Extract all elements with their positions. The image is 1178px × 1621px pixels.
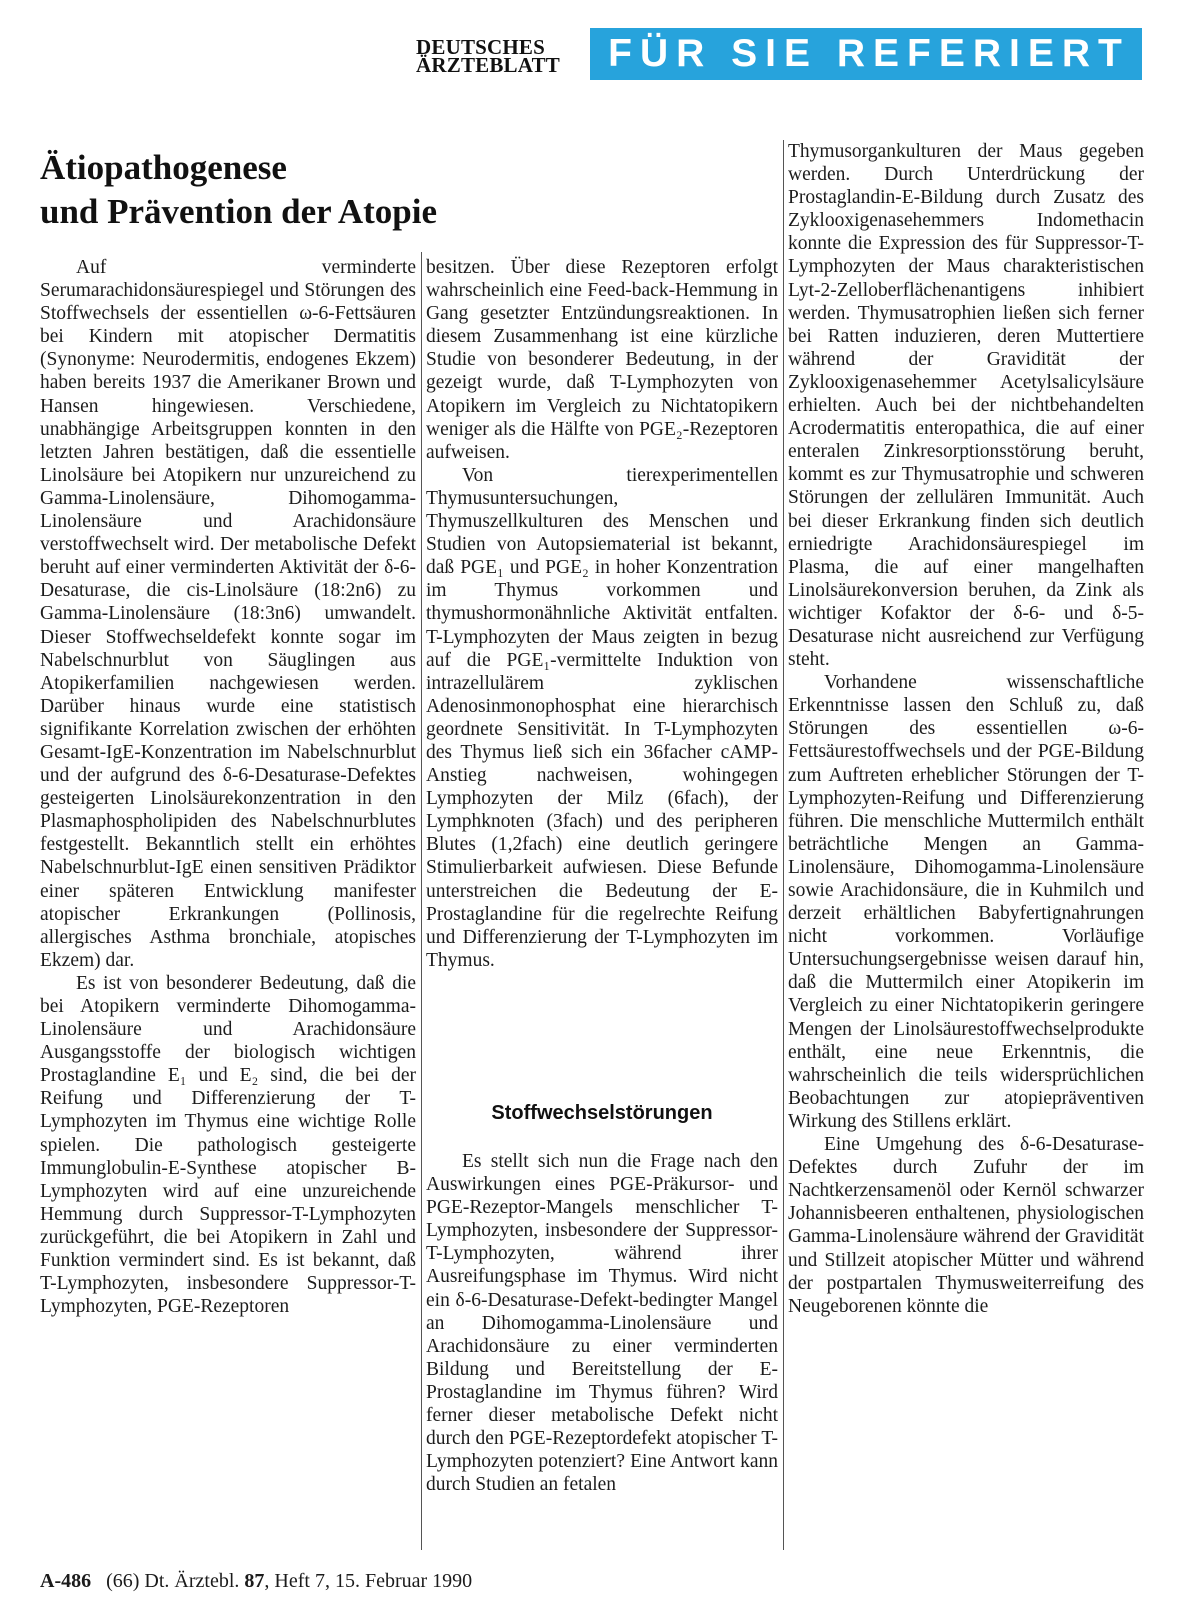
logo-line-2: ÄRZTEBLATT	[416, 53, 560, 77]
section-heading: Stoffwechselstörungen	[491, 1102, 713, 1124]
column-1	[40, 256, 416, 1318]
title-line-1: Ätiopathogenese	[40, 148, 287, 187]
masthead	[416, 28, 1142, 82]
article-title	[40, 146, 580, 234]
logo-line-1: DEUTSCHES	[416, 35, 546, 59]
page-number: A-486	[40, 1570, 92, 1592]
paragraph: Vorhandene wissenschaftliche Erkenntnisse lassen den Schluß zu, daß Störungen des essentiellen ω-6-Fettsäurestoffwechsels und der PGE-Bildung zum Auftreten erheblicher Störungen der T-Lymphozyten-Reifung und Differenzierung führen. Die menschliche Muttermilch enthält beträchtliche Mengen an Gamma-Linolensäure, Dihomogamma-Linolensäure sowie Arachidonsäure, die in Kuhmilch und derzeit erhältlichen Babyfertignahrungen nicht vorkommen. Vorläufige Untersuchungsergebnisse weisen darauf hin, daß die Muttermilch einer Atopikerin im Vergleich zu einer Nichtatopikerin geringere Mengen der Linolsäurestoffwechselprodukte enthält, eine neue Erkenntnis, die wahrscheinlich die teils widersprüchlichen Beobachtungen zur atopiepräventiven Wirkung des Stillens erklärt.	[788, 672, 1144, 1132]
column-rule-2	[783, 140, 784, 1550]
column-2-continued	[426, 1150, 778, 1496]
paragraph: Es stellt sich nun die Frage nach den Auswirkungen eines PGE-Präkursor- und PGE-Rezeptor-Mangels menschlicher T-Lymphozyten, insbesondere der Suppressor-T-Lymphozyten, während ihrer Ausreifungsphase im Thymus. Wird nicht ein δ-6-Desaturase-Defekt-bedingter Mangel an Dihomogamma-Linolensäure und Arachidonsäure zu einer verminderten Bildung und Bereitstellung der E-Prostaglandine im Thymus führen? Wird ferner dieser metabolische Defekt nicht durch den PGE-Rezeptordefekt atopischer T-Lymphozyten potenziert? Eine Antwort kann durch Studien an fetalen	[426, 1151, 778, 1496]
paragraph: Thymusorgankulturen der Maus gegeben werden. Durch Unterdrückung der Prostaglandin-E-Bildung durch Zusatz des Zyklooxigenasehemmers Indomethacin konnte die Expression des für Suppressor-T-Lymphozyten der Maus charakteristischen Lyt-2-Zelloberflächenantigens inhibiert werden. Thymusatrophien ließen sich ferner bei Ratten induzieren, deren Muttertiere während der Gravidität der Zyklooxigenasehemmer Acetylsalicylsäure erhielten. Auch bei der nichtbehandelten Acrodermatitis enteropathica, die auf einer enteralen Zinkresorptionsstörung beruht, kommt es zur Thymusatrophie und schweren Störungen der zellulären Immunität. Auch bei dieser Erkrankung finden sich deutlich erniedrigte Arachidonsäurespiegel im Plasma, die auf einer mangelhaften Linolsäurekonversion beruhen, da Zink als wichtiger Kofaktor der δ-6- und δ-5-Desaturase nicht ausreichend zur Verfügung steht.	[788, 141, 1144, 671]
column-rule-1	[421, 252, 422, 1550]
section-banner: FÜR SIE REFERIERT	[590, 28, 1142, 80]
paragraph: Auf verminderte Serumarachidonsäurespiegel und Störungen des Stoffwechsels der essentiellen ω-6-Fettsäuren bei Kindern mit atopischer Dermatitis (Synonyme: Neurodermitis, endogenes Ekzem) haben bereits 1937 die Amerikaner Brown und Hansen hingewiesen. Verschiedene, unabhängige Arbeitsgruppen konnten in den letzten Jahren bestätigen, daß die essentielle Linolsäure bei Atopikern nur unzureichend zu Gamma-Linolensäure, Dihomogamma-Linolensäure und Arachidonsäure verstoffwechselt wird. Der metabolische Defekt beruht auf einer verminderten Aktivität der δ-6-Desaturase, die cis-Linolsäure (18:2n6) zu Gamma-Linolensäure (18:3n6) umwandelt. Dieser Stoffwechseldefekt konnte sogar im Nabelschnurblut von Säuglingen aus Atopikerfamilien nachgewiesen werden. Darüber hinaus wurde eine statistisch signifikante Korrelation zwischen der erhöhten Gesamt-IgE-Konzentration im Nabelschnurblut und der aufgrund des δ-6-Desaturase-Defektes gesteigerten Linolsäurekonzentration in den Plasmaphospholipiden des Nabelschnurblutes festgestellt. Bekanntlich stellt ein erhöhtes Nabelschnurblut-IgE einen sensitiven Prädiktor einer späteren Entwicklung manifester atopischer Erkrankungen (Pollinosis, allergisches Asthma bronchiale, atopisches Ekzem) dar.	[40, 257, 416, 971]
paragraph: Es ist von besonderer Bedeutung, daß die bei Atopikern verminderte Dihomogamma-Linolensäure und Arachidonsäure Ausgangsstoffe der biologisch wichtigen Prostaglandine E₁ und E₂ sind, die bei der Reifung und Differenzierung der T-Lymphozyten im Thymus eine wichtige Rolle spielen. Die pathologisch gesteigerte Immunglobulin-E-Synthese atopischer B-Lymphozyten wird auf eine unzureichende Hemmung durch Suppressor-T-Lymphozyten zurückgeführt, die bei Atopikern in Zahl und Funktion vermindert sind. Es ist bekannt, daß T-Lymphozyten, insbesondere Suppressor-T-Lymphozyten, PGE-Rezeptoren	[40, 972, 416, 1318]
column-3	[788, 140, 1144, 1318]
page-footer	[40, 1570, 472, 1593]
citation-suffix: , Heft 7, 15. Februar 1990	[264, 1570, 473, 1592]
volume-number: 87	[244, 1570, 265, 1592]
title-line-2: und Prävention der Atopie	[40, 192, 438, 231]
journal-logo	[416, 35, 586, 77]
citation-prefix: (66) Dt. Ärztebl.	[106, 1570, 240, 1592]
column-2	[426, 256, 778, 972]
paragraph: besitzen. Über diese Rezeptoren erfolgt wahrscheinlich eine Feed-back-Hemmung in Gang gesetzter Entzündungsreaktionen. In diesem Zusammenhang ist eine kürzliche Studie von besonderer Bedeutung, in der gezeigt wurde, daß T-Lymphozyten von Atopikern im Vergleich zu Nichtatopikern weniger als die Hälfte von PGE₂-Rezeptoren aufweisen.	[426, 257, 778, 463]
paragraph: Von tierexperimentellen Thymusuntersuchungen, Thymuszellkulturen des Menschen und Studien von Autopsiematerial ist bekannt, daß PGE₁ und PGE₂ in hoher Konzentration im Thymus vorkommen und thymushormonähnliche Aktivität entfalten. T-Lymphozyten der Maus zeigten in bezug auf die PGE₁-vermittelte Induktion von intrazellulärem zyklischen Adenosinmonophosphat eine hierarchisch geordnete Sensitivität. In T-Lymphozyten des Thymus ließ sich ein 36facher cAMP-Anstieg nachweisen, wohingegen Lymphozyten der Milz (6fach), der Lymphknoten (3fach) und des peripheren Blutes (1,2fach) eine deutlich geringere Stimulierbarkeit aufwiesen. Diese Befunde unterstreichen die Bedeutung der E-Prostaglandine für die regelrechte Reifung und Differenzierung der T-Lymphozyten im Thymus.	[426, 464, 778, 971]
paragraph: Eine Umgehung des δ-6-Desaturase-Defektes durch Zufuhr der im Nachtkerzensamenöl oder Kernöl schwarzer Johannisbeeren enthaltenen, physiologischen Gamma-Linolensäure während der Gravidität und Stillzeit atopischer Mütter und während der postpartalen Thymusweiterreifung des Neugeborenen könnte die	[788, 1134, 1144, 1317]
